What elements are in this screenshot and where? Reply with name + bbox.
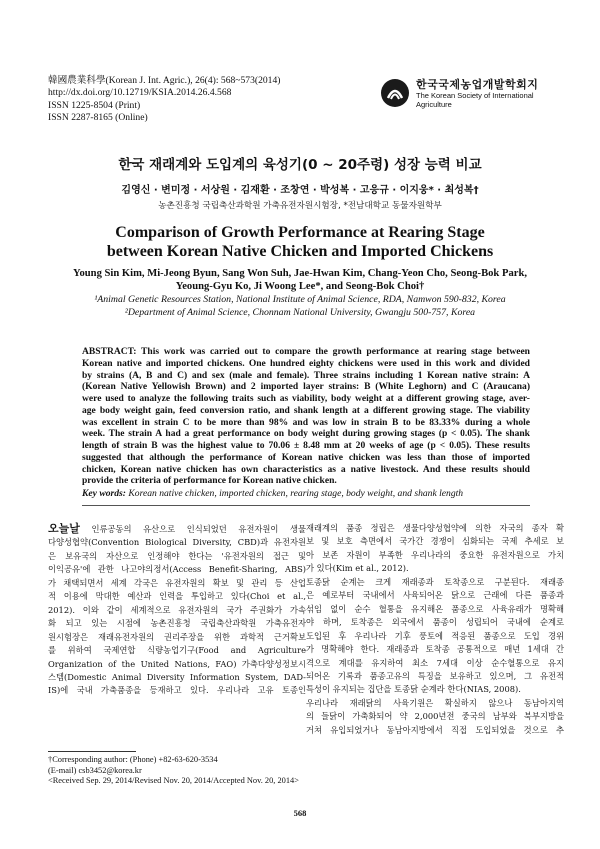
- body-line: 이익공유'에 관한 나고야의정서(Access Benefit-Sharing, ABS): [48, 564, 306, 575]
- abstract-line: week. The strain A had a great performance on body weight during growing stages (p < 0.05). The shank: [82, 428, 530, 440]
- body-line: 특성이 유지되는 집단을 토종닭 순계라 한다(NIAS, 2008).: [306, 684, 521, 695]
- body-line: 토종닭 순계는 크게 재래종과 토착종으로 구분된다. 재래종: [306, 576, 564, 587]
- body-line: 스템(Domestic Animal Diversity Information System, DAD-: [48, 671, 306, 682]
- abstract-line: age body weight gain, feed conversion ratio, and shank length at a different growing stage. The viability: [82, 404, 530, 416]
- body-line: 2012). 이와 같이 세계적으로 유전자원의 국가 주권화가 가속: [48, 604, 306, 615]
- author-email[interactable]: (E-mail) csb3452@korea.kr: [48, 765, 142, 775]
- authors-english: [0, 267, 600, 293]
- body-line: 가 명확해야 한다. 재래종과 토착종 공통적으로 매년 1세대 간: [306, 644, 564, 655]
- body-column-left: [48, 522, 306, 698]
- affiliation-korean: 농촌진흥청 국립축산과학원 가축유전자원시험장, *전남대학교 동물자원학부: [158, 201, 442, 211]
- body-line: 야 하며, 토착종은 외국에서 품종이 성립되어 국내에 순계로: [306, 617, 564, 628]
- affiliation-2: ²Department of Animal Science, Chonnam National University, Gwangju 500-757, Korea: [124, 306, 476, 318]
- abstract-line: Korean native and imported chickens. One hundred eighty chickens were used in this work and divided: [82, 357, 530, 369]
- body-text: 인류공동의 유산으로 인식되었던 유전자원이 생물: [79, 524, 306, 534]
- footnote-divider: [48, 751, 136, 752]
- doi-link[interactable]: http://dx.doi.org/10.12719/KSIA.2014.26.4.568: [48, 87, 232, 99]
- body-line: 를 위하여 국제연합 식량농업기구(Food and Agriculture: [48, 645, 306, 656]
- abstract-line: length of strain B was the highest value to 70.06 ± 8.48 mm at 20 weeks of age (p < 0.05). These results: [82, 440, 530, 451]
- authors-english-line-1: Young Sin Kim, Mi-Jeong Byun, Sang Won Suh, Jae-Hwan Kim, Chang-Yeon Cho, Seong-Bok Park,: [73, 268, 527, 279]
- body-line: 가 있다(Kim et al., 2012).: [306, 563, 409, 574]
- dropcap-word: 오늘날: [48, 522, 80, 535]
- body-line: 적 이용에 막대한 예산과 인력을 투입하고 있다(Choi et al.,: [48, 591, 306, 602]
- society-emblem-icon: [380, 78, 410, 108]
- society-logo: [380, 76, 570, 110]
- body-line: 보 및 보호 측면에서 국가간 경쟁이 심화되는 국제 추세로 보: [306, 536, 564, 547]
- keywords-text: Korean native chicken, imported chicken, rearing stage, body weight, and shank length: [128, 488, 464, 499]
- body-line: 재래계의 품종 정립은 생물다양성협약에 의한 자국의 종자 확: [306, 523, 564, 533]
- affiliation-1: ¹Animal Genetic Resources Station, National Institute of Animal Science, RDA, Namwon 590-832, Korea: [94, 294, 506, 305]
- authors-korean: 김영신 · 변미정 · 서상원 · 김재환 · 조창연 · 박성복 · 고응규 · 이지웅* · 최성복†: [121, 185, 479, 196]
- footnote: [48, 755, 299, 787]
- title-english: [0, 223, 600, 261]
- authors-english-line-2: Yeoung-Gyu Ko, Ji Woong Lee*, and Seong-Bok Choi†: [175, 281, 425, 292]
- body-line: 거쳐 유입되었거나 동남아지방에서 직접 도입되었을 것으로 추: [306, 724, 564, 735]
- abstract-line: chicken, Korean native chicken has own characteristics as a native livestock. And these results should: [82, 463, 530, 475]
- abstract-line: (Korean Native Yellowish Brown) and 2 imported layer strains: B (White Leghorn) and C (Araucana): [82, 381, 530, 393]
- issn-online: ISSN 2287-8165 (Online): [48, 111, 148, 123]
- body-line: 격으로 계대를 유지하여 최소 7세대 이상 순수혈통으로 유지: [306, 657, 564, 668]
- body-line: 우리나라 재래닭의 사육기원은 확실하지 않으나 동남아지역: [306, 697, 564, 708]
- body-line: 은 예로부터 국내에서 사육되어온 닭으로 근래에 다른 품종과: [306, 590, 564, 601]
- body-line: 원시험장은 재래유전자원의 권리주장을 위한 과학적 근거확보: [48, 631, 306, 642]
- keywords-label: Key words:: [82, 488, 126, 499]
- body-line: 아 보존 자원이 부족한 우리나라의 중요한 유전자원으로 가치: [306, 549, 564, 560]
- keywords: [82, 488, 530, 500]
- body-line: IS)에 국내 가축품종을 등재하고 있다. 우리나라 고유 토종인: [48, 685, 306, 696]
- body-line: 도입된 후 우리나라 기후 풍토에 적응된 품종으로 도입 경위: [306, 630, 564, 641]
- body-column-right: [306, 522, 564, 737]
- abstract-divider: [82, 505, 530, 506]
- abstract-line: suggested that although the performance of Korean native chicken was less than those of imported: [82, 451, 530, 463]
- journal-citation: 韓國農業科學(Korean J. Int. Agric.), 26(4): 568~573(2014): [48, 75, 281, 86]
- corresponding-author: †Corresponding author: (Phone) +82-63-620-3534: [48, 755, 218, 764]
- page-number: 568: [293, 808, 307, 818]
- body-line: 은 보유국의 자산으로 인정해야 한다는 '유전자원의 접근 및: [48, 550, 306, 561]
- society-name-korean: 한국국제농업개발학회지: [416, 78, 539, 91]
- abstract-line: ABSTRACT: This work was carried out to compare the growth performance at rearing stage between: [82, 346, 530, 357]
- affiliations-english: [0, 294, 600, 319]
- received-dates: <Received Sep. 29, 2014/Revised Nov. 20, 2014/Accepted Nov. 20, 2014>: [48, 776, 299, 786]
- body-line: 섞임 없이 순수 혈통을 유지해온 품종으로 사육유래가 명확해: [306, 603, 564, 614]
- abstract: [82, 346, 530, 487]
- title-english-line-2: between Korean Native Chicken and Imported Chickens: [106, 243, 494, 260]
- body-line: 의 들닭이 가축화되어 약 2,000년전 중국의 남부와 북부지방을: [306, 711, 564, 722]
- abstract-line: by strains (A, B and C) and sex (male and female). Three strains including 1 Korean native strain: A: [82, 369, 530, 381]
- body-line: Organization of the United Nations, FAO) 가축다양성정보시: [48, 658, 306, 669]
- body-line: 되어온 기록과 품종고유의 특징을 보유하고 있으며, 그 유전적: [306, 670, 564, 681]
- abstract-line: were used to analyze the following traits such as viability, body weight at a different growing stage, aver-: [82, 393, 530, 404]
- society-name-english: The Korean Society of International Agriculture: [416, 91, 534, 109]
- title-english-line-1: Comparison of Growth Performance at Rearing Stage: [115, 224, 485, 241]
- title-korean: 한국 재래계와 도입계의 육성기(0 ~ 20주령) 성장 능력 비교: [118, 157, 482, 173]
- body-line: 다양성협약(Convention Biological Diversity, CBD)과 유전자원: [48, 537, 306, 548]
- body-line: 가 채택되면서 세계 각국은 유전자원의 확보 및 관리 등 산업: [48, 577, 306, 588]
- body-line: 화 되고 있는 시점에 농촌진흥청 국립축산과학원 가축유전자: [48, 618, 306, 629]
- abstract-line: was excellent in strain C to be more than 98% and was low in strain B to be 83.33% during a whole: [82, 416, 530, 428]
- abstract-line: provide the criteria of performance for Korean native chicken.: [82, 475, 337, 487]
- journal-header: [48, 75, 280, 124]
- issn-print: ISSN 1225-8504 (Print): [48, 99, 141, 111]
